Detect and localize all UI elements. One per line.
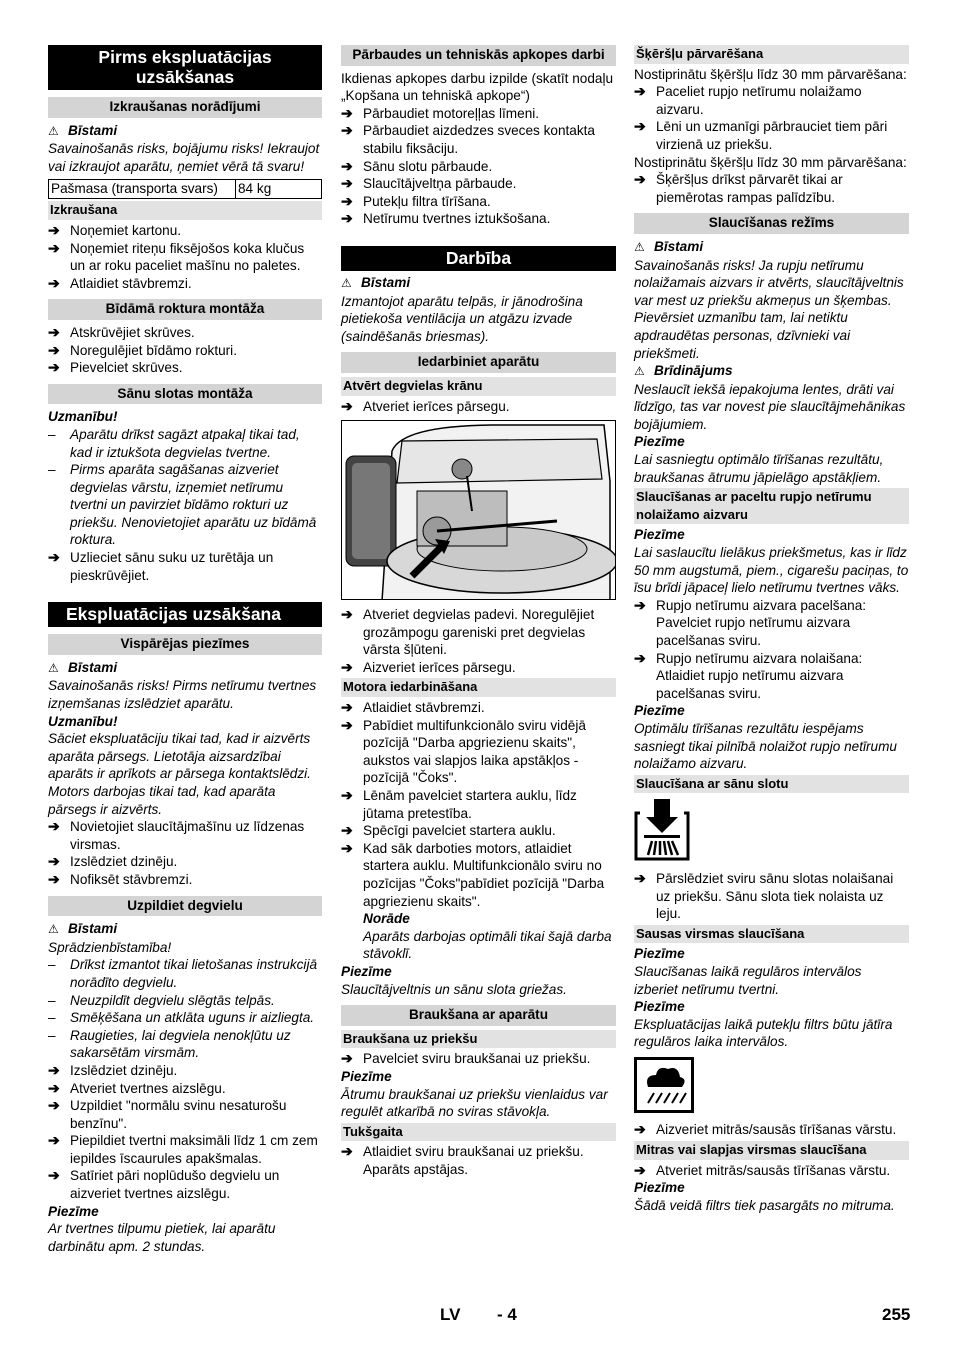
step: ➔ Pārbaudiet aizdedzes sveces kontakta stabilu fiksāciju. [341, 122, 616, 157]
heading-izkrausanas-noradijumi: Izkraušanas norādījumi [48, 97, 322, 118]
subheading-skerslu: Šķēršļu pārvarēšana [634, 45, 909, 64]
local-page-number: - 4 [497, 1305, 517, 1324]
step: ➔ Noregulējiet bīdāmo rokturi. [48, 342, 322, 360]
dash-item: – Pirms aparāta sagāšanas aizveriet degvielas vārstu, izņemiet netīrumu tvertni un pavirziet bīdāmo rokturi uz priekšu. Nenovietojiet aparātu uz bīdāmā roktura. [48, 461, 322, 549]
danger-text: Sprādzienbīstamība! [48, 939, 172, 955]
subheading-uz-prieksu: Braukšana uz priekšu [341, 1030, 616, 1049]
danger-label: ⚠ Bīstami [341, 274, 616, 293]
side-broom-lower-icon [634, 799, 909, 866]
step: ➔ Atskrūvējiet skrūves. [48, 324, 322, 342]
note-text: Ar tvertnes tilpumu pietiek, lai aparātu darbinātu apm. 2 stundas. [48, 1221, 276, 1254]
heading-bidama-roktura: Bīdāmā roktura montāža [48, 299, 322, 320]
danger-text: Savainošanās risks, bojājumu risks! Iekraujot vai izkraujot aparātu, ņemiet vērā tā svaru! [48, 141, 320, 174]
note-text: Lai saslaucītu lielākus priekšmetus, kas ir līdz 50 mm augstumā, piem., cigarešu paciņas, to īsu brīdi jāpaceļ lielo netīrumu tvertnes vāks. [634, 545, 909, 596]
danger-label: ⚠ Bīstami [48, 659, 322, 678]
parbaudes-intro: Ikdienas apkopes darbu izpilde (skatīt nodaļu „Kopšana un tehniskā apkope“) [341, 70, 614, 104]
step: ➔ Atveriet degvielas padevi. Noregulējiet grozāmpogu gareniski pret degvielas vārsta šļūteni. [341, 606, 616, 659]
note-label: Piezīme [634, 434, 685, 450]
subheading-pacelt-aizvaru: Slaucīšanas ar paceltu rupjo netīrumu nolaižamo aizvaru [634, 488, 909, 524]
heading-sanu-slotas: Sānu slotas montāža [48, 384, 322, 405]
step: ➔ Slaucītājveltņa pārbaude. [341, 175, 616, 193]
step: ➔ Spēcīgi pavelciet startera auklu. [341, 822, 616, 840]
note-text: Ātrumu braukšanai uz priekšu vienlaidus var regulēt atkarībā no sviras stāvokļa. [341, 1086, 608, 1120]
note-text: Šādā veidā filtrs tiek pasargāts no mitruma. [634, 1197, 895, 1213]
step: ➔ Aizveriet ierīces pārsegu. [341, 659, 616, 677]
remark-text: Aparāts darbojas optimāli tikai šajā darba stāvoklī. [363, 928, 612, 962]
step: ➔ Rupjo netīrumu aizvara pacelšana: Pavelciet rupjo netīrumu aizvara pacelšanas sviru. [634, 597, 909, 650]
note-label: Piezīme [634, 1180, 685, 1196]
warning-triangle-icon: ⚠ [48, 922, 59, 937]
danger-text: Savainošanās risks! Pirms netīrumu tvertnes izņemšanas izslēdziet aparātu. [48, 678, 317, 712]
note-text: Optimālu tīrīšanas rezultātu iespējams sasniegt tikai pilnībā nolaižot rupjo netīrumu nolaižamo aizvaru. [634, 720, 897, 772]
note-text: Ekspluatācijas laikā putekļu filtrs būtu jātīra regulāros laika intervālos. [634, 1016, 893, 1050]
weight-value: 84 kg [236, 180, 322, 199]
note-label: Piezīme [634, 527, 685, 543]
danger-label: ⚠ Bīstami [48, 920, 322, 939]
warning-triangle-icon: ⚠ [634, 239, 645, 254]
language-code: LV [440, 1305, 461, 1324]
warning-triangle-icon: ⚠ [48, 660, 59, 675]
engine-illustration [342, 421, 615, 600]
step: ➔ Atveriet mitrās/sausās tīrīšanas vārstu. [634, 1162, 909, 1180]
step: ➔ Atveriet tvertnes aizslēgu. [48, 1080, 322, 1098]
subheading-sanu-slotu: Slaucīšana ar sānu slotu [634, 775, 909, 794]
step: ➔ Pabīdiet multifunkcionālo sviru vidējā pozīcijā "Darba apgriezienu skaits", aukstos vai slapjos laika apstākļos - pozīcijā "Čoks". [341, 717, 616, 787]
subheading-sausas-virsmas: Sausas virsmas slaucīšana [634, 925, 909, 944]
section-title-pirms: Pirms ekspluatācijas uzsākšanas [48, 45, 322, 90]
column-right [634, 45, 909, 1214]
note-label: Piezīme [634, 999, 685, 1015]
step: ➔ Kad sāk darboties motors, atlaidiet startera auklu. Multifunkcionālo sviru no pozīcijas "Čoks"pabīdiet pozīcijā "Darba apgriezienu skaits". [341, 840, 616, 910]
dash-item: – Drīkst izmantot tikai lietošanas instrukcijā norādīto degvielu. [48, 956, 322, 991]
remark-label: Norāde [363, 911, 410, 927]
subheading-atvert-degvielas: Atvērt degvielas krānu [341, 377, 616, 396]
column-left [48, 45, 322, 1255]
subheading-mitras-virsmas: Mitras vai slapjas virsmas slaucīšana [634, 1141, 909, 1160]
column-middle [341, 45, 616, 1179]
step: ➔ Putekļu filtra tīrīšana. [341, 193, 616, 211]
weight-label: Pašmasa (transporta svars) [49, 180, 236, 199]
step: ➔ Sānu slotu pārbaude. [341, 158, 616, 176]
paragraph: Nostiprinātu šķēršļu līdz 30 mm pārvarēšana: [634, 66, 907, 82]
step: ➔ Nofiksēt stāvbremzi. [48, 871, 322, 889]
heading-parbaudes: Pārbaudes un tehniskās apkopes darbi [341, 45, 616, 66]
step: ➔ Pārbaudiet motoreļļas līmeni. [341, 105, 616, 123]
dash-item: – Raugieties, lai degviela nenokļūtu uz sakarsētām virsmām. [48, 1027, 322, 1062]
paragraph: Nostiprinātu šķēršļu līdz 30 mm pārvarēšana: [634, 154, 907, 170]
step: ➔ Lēnām pavelciet startera auklu, līdz jūtama pretestība. [341, 787, 616, 822]
danger-label: ⚠ Bīstami [634, 238, 909, 257]
step: ➔ Noņemiet kartonu. [48, 222, 322, 240]
step: ➔ Šķēršļus drīkst pārvarēt tikai ar piemērotas rampas palīdzību. [634, 171, 909, 206]
step: ➔ Netīrumu tvertnes iztukšošana. [341, 210, 616, 228]
step: ➔ Atlaidiet stāvbremzi. [341, 699, 616, 717]
note-text: Slaucītājveltnis un sānu slota griežas. [341, 981, 567, 997]
step: ➔ Aizveriet mitrās/sausās tīrīšanas vārstu. [634, 1121, 909, 1139]
step: ➔ Izslēdziet dzinēju. [48, 853, 322, 871]
step: ➔ Pavelciet sviru braukšanai uz priekšu. [341, 1050, 616, 1068]
danger-label: ⚠ Bīstami [48, 122, 322, 141]
step: ➔ Uzpildiet "normālu svinu nesaturošu benzīnu". [48, 1097, 322, 1132]
step: ➔ Piepildiet tvertni maksimāli līdz 1 cm zem iepildes īscaurules apakšmalas. [48, 1132, 322, 1167]
note-label: Piezīme [634, 703, 685, 719]
caution-label: Uzmanību! [48, 713, 118, 729]
engine-fuel-valve-figure [341, 420, 616, 600]
caution-label: Uzmanību! [48, 409, 118, 425]
step: ➔ Noņemiet riteņu fiksējošos koka klučus un ar roku paceliet mašīnu no paletes. [48, 240, 322, 275]
wet-dry-flap-icon [634, 1057, 909, 1118]
section-title-ekspluatacijas: Ekspluatācijas uzsākšana [48, 602, 322, 627]
step: ➔ Satīriet pāri noplūdušo degvielu un aizveriet tvertnes aizslēgu. [48, 1167, 322, 1202]
subheading-tuksgaita: Tukšgaita [341, 1123, 616, 1142]
heading-uzpildiet: Uzpildiet degvielu [48, 896, 322, 917]
note-text: Lai sasniegtu optimālo tīrīšanas rezultātu, braukšanas ātrumu jāpielāgo apstākļiem. [634, 452, 884, 485]
step: ➔ Lēni un uzmanīgi pārbrauciet tiem pāri virzienā uz priekšu. [634, 118, 909, 153]
step: ➔ Pievelciet skrūves. [48, 359, 322, 377]
dash-item: – Neuzpildīt degvielu slēgtās telpās. [48, 992, 322, 1010]
step: ➔ Novietojiet slaucītājmašīnu uz līdzenas virsmas. [48, 818, 322, 853]
warning-triangle-icon: ⚠ [341, 275, 352, 290]
dash-item: – Aparātu drīkst sagāzt atpakaļ tikai tad, kad ir iztukšota degvielas tvertne. [48, 426, 322, 461]
step: ➔ Paceliet rupjo netīrumu nolaižamo aizvaru. [634, 83, 909, 118]
step: ➔ Atveriet ierīces pārsegu. [341, 398, 616, 416]
note-label: Piezīme [634, 946, 685, 962]
step: ➔ Atlaidiet sviru braukšanai uz priekšu. Aparāts apstājas. [341, 1143, 616, 1178]
warning-label: ⚠ Brīdinājums [634, 362, 909, 381]
step: ➔ Pārslēdziet sviru sānu slotas nolaišanai uz priekšu. Sānu slota tiek nolaista uz leju. [634, 870, 909, 923]
dash-item: – Smēķēšana un atklāta uguns ir aizliegta. [48, 1009, 322, 1027]
step: ➔ Rupjo netīrumu aizvara nolaišana: Atlaidiet rupjo netīrumu aizvara pacelšanas sviru. [634, 650, 909, 703]
heading-slaucisanas-rezims: Slaucīšanas režīms [634, 213, 909, 234]
note-text: Slaucīšanas laikā regulāros intervālos izberiet netīrumu tvertni. [634, 963, 862, 997]
subheading-motora: Motora iedarbināšana [341, 678, 616, 697]
warning-triangle-icon: ⚠ [634, 364, 645, 379]
heading-visparejas: Vispārējas piezīmes [48, 634, 322, 655]
danger-text: Savainošanās risks! Ja rupju netīrumu nolaižamais aizvars ir atvērts, slaucītājveltnis var mest uz priekšu akmeņus un šķembas. Pievērsiet uzmanību tam, lai netiktu apdraudētas personas, dzīvnieki vai priekšmeti. [634, 257, 904, 361]
warning-text: Neslaucīt iekšā iepakojuma lentes, drāti vai līdzīgo, tas var novest pie slaucītājmehānikas bojājumiem. [634, 381, 906, 432]
heading-brauksana: Braukšana ar aparātu [341, 1005, 616, 1026]
section-title-darbiba: Darbība [341, 246, 616, 271]
step: ➔ Uzlieciet sānu suku uz turētāja un pieskrūvējiet. [48, 549, 322, 584]
page-number: 255 [882, 1305, 911, 1324]
subheading-izkrausana: Izkraušana [48, 201, 322, 220]
note-label: Piezīme [341, 1068, 392, 1084]
warning-triangle-icon: ⚠ [48, 123, 59, 138]
note-label: Piezīme [48, 1203, 99, 1219]
note-label: Piezīme [341, 963, 392, 979]
heading-iedarbiniet: Iedarbiniet aparātu [341, 352, 616, 373]
danger-text: Izmantojot aparātu telpās, ir jānodrošina pietiekoša ventilācija un atgāzu izvade (saindēšanās briesmas). [341, 293, 583, 344]
step: ➔ Atlaidiet stāvbremzi. [48, 275, 322, 293]
caution-text: Sāciet ekspluatāciju tikai tad, kad ir aizvērts aparāta pārsegs. Lietotāja aizsardzībai aparāts ir aprīkots ar pārsega kontaktslēdzi. Motors darbojas tikai tad, kad aparāta pārsegs ir aizvērts. [48, 731, 311, 817]
step: ➔ Izslēdziet dzinēju. [48, 1062, 322, 1080]
weight-table [48, 179, 322, 199]
